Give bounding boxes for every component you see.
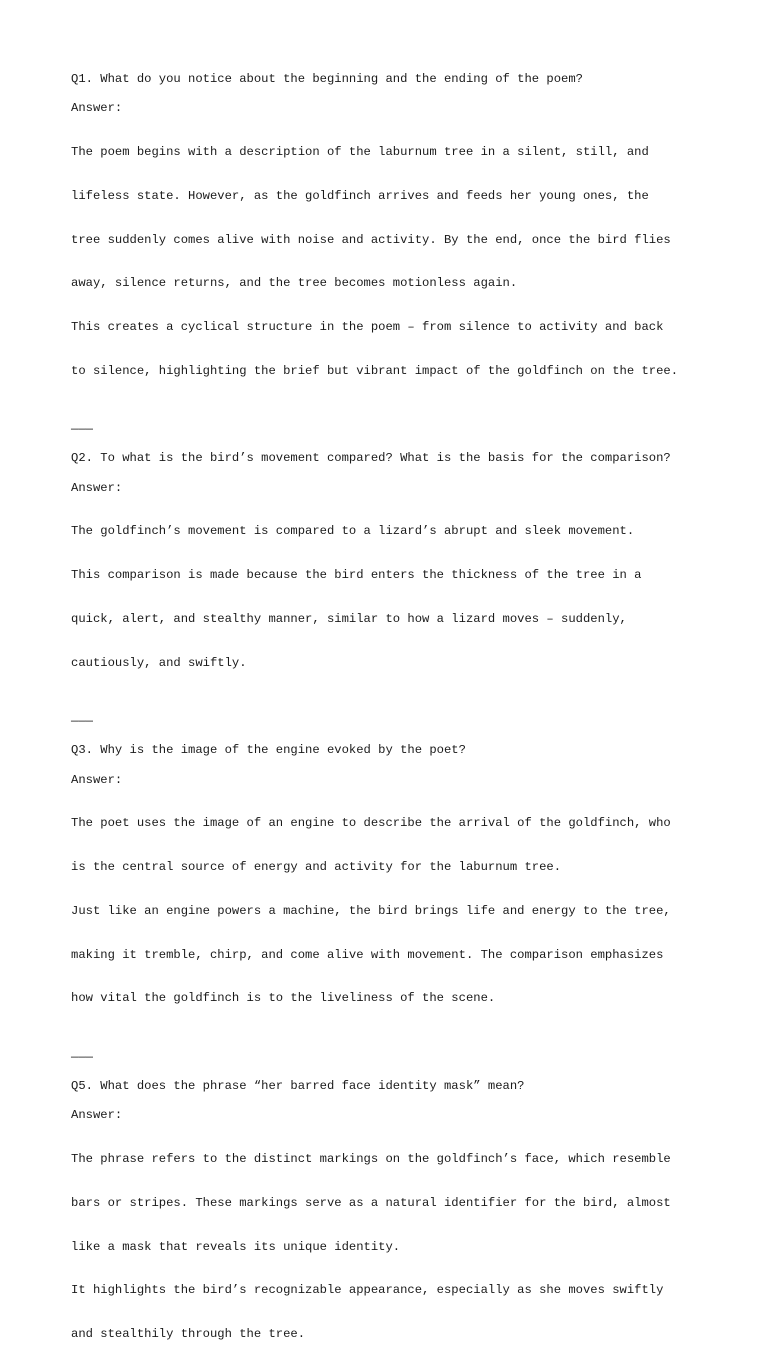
answer-line: making it tremble, chirp, and come alive with movement. The comparison emphasizes [71, 947, 664, 962]
question-q5: Q5. What does the phrase “her barred face identity mask” mean? [71, 1078, 525, 1093]
answer-label-q2: Answer: [71, 480, 123, 495]
answer-line: Just like an engine powers a machine, the bird brings life and energy to the tree, [71, 903, 671, 918]
answer-line: quick, alert, and stealthy manner, similar to how a lizard moves – suddenly, [71, 611, 627, 626]
question-q3: Q3. Why is the image of the engine evoked by the poet? [71, 743, 466, 758]
answer-line: cautiously, and swiftly. [71, 655, 247, 670]
answer-q3 [71, 787, 751, 1035]
answer-line: It highlights the bird’s recognizable appearance, especially as she moves swiftly [71, 1283, 664, 1298]
answer-label-q3: Answer: [71, 772, 123, 787]
answer-q2 [71, 495, 751, 699]
separator-line: ——— [71, 422, 93, 437]
answer-line: and stealthily through the tree. [71, 1327, 306, 1342]
answer-line: The goldfinch’s movement is compared to a lizard’s abrupt and sleek movement. [71, 524, 635, 539]
answer-line: This creates a cyclical structure in the poem – from silence to activity and back [71, 320, 664, 335]
answer-line: tree suddenly comes alive with noise and activity. By the end, once the bird flies [71, 232, 671, 247]
document-page [71, 72, 751, 1371]
answer-line: away, silence returns, and the tree becomes motionless again. [71, 276, 518, 291]
qa-block-q2 [71, 451, 751, 699]
answer-line: bars or stripes. These markings serve as a natural identifier for the bird, almost [71, 1195, 671, 1210]
answer-line: lifeless state. However, as the goldfinch arrives and feeds her young ones, the [71, 188, 649, 203]
answer-line: like a mask that reveals its unique identity. [71, 1239, 401, 1254]
answer-line: how vital the goldfinch is to the liveliness of the scene. [71, 991, 496, 1006]
answer-line: This comparison is made because the bird enters the thickness of the tree in a [71, 568, 642, 583]
answer-q5 [71, 1123, 751, 1371]
answer-line: is the central source of energy and activity for the laburnum tree. [71, 860, 562, 875]
qa-block-q5 [71, 1079, 751, 1371]
answer-line: The phrase refers to the distinct markings on the goldfinch’s face, which resemble [71, 1151, 671, 1166]
separator-line: ——— [71, 1049, 93, 1064]
question-q2: Q2. To what is the bird’s movement compared? What is the basis for the comparison? [71, 451, 671, 466]
qa-block-q1 [71, 72, 751, 408]
question-q1: Q1. What do you notice about the beginning and the ending of the poem? [71, 72, 583, 86]
separator-line: ——— [71, 714, 93, 729]
answer-line: The poem begins with a description of the laburnum tree in a silent, still, and [71, 144, 649, 159]
answer-q1 [71, 116, 751, 408]
answer-line: The poet uses the image of an engine to describe the arrival of the goldfinch, who [71, 816, 671, 831]
qa-block-q3 [71, 743, 751, 1035]
answer-line: to silence, highlighting the brief but vibrant impact of the goldfinch on the tree. [71, 363, 679, 378]
answer-label-q5: Answer: [71, 1108, 123, 1123]
answer-label-q1: Answer: [71, 101, 123, 116]
